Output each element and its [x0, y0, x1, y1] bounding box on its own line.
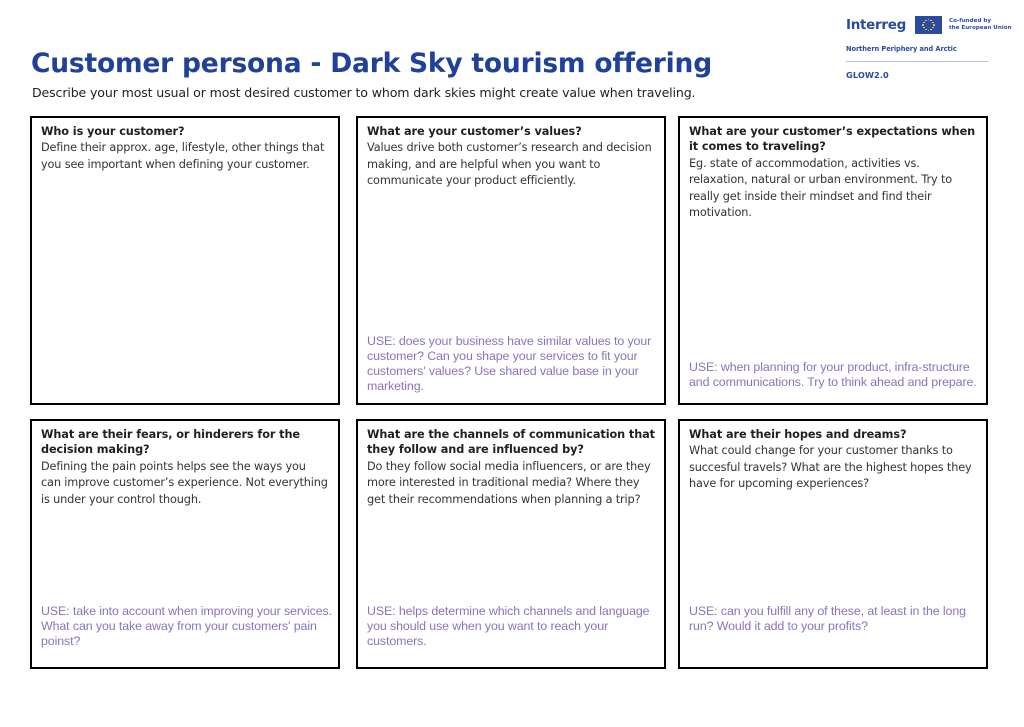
page-title: Customer persona - Dark Sky tourism offering: [31, 48, 712, 79]
card-use-hint: USE: take into account when improving your services. What can you take away from your customers' pain poinst?: [41, 603, 332, 648]
card-help-text: Define their approx. age, lifestyle, other things that you see important when defining your customer.: [41, 141, 325, 171]
card-help-text: Values drive both customer’s research and decision making, and are helpful when you want to communicate your product efficiently.: [367, 141, 652, 188]
card-use-hint: USE: when planning for your product, infra-structure and communications. Try to think ahead and prepare.: [689, 359, 977, 389]
card-inner: [358, 118, 664, 403]
card-help-text: Defining the pain points helps see the ways you can improve customer’s experience. Not everything is under your control though.: [41, 459, 328, 506]
card-help-text: What could change for your customer thanks to succesful travels? What are the highest hopes they have for upcoming experiences?: [689, 444, 972, 491]
card-question: What are your customer’s values?: [367, 125, 582, 138]
card-inner: [680, 421, 986, 667]
card-who-is-your-customer[interactable]: [30, 116, 340, 405]
card-channels-of-communication[interactable]: [356, 419, 666, 669]
card-use-hint: USE: can you fulfill any of these, at least in the long run? Would it add to your profits?: [689, 603, 966, 633]
card-inner: [32, 421, 338, 667]
card-customer-values[interactable]: [356, 116, 666, 405]
project-name: GLOW2.0: [846, 70, 889, 80]
card-question: What are their fears, or hinderers for the decision making?: [41, 428, 300, 457]
card-help-text: Do they follow social media influencers, or are they more interested in traditional media? Where they get their recommendations when planning a trip?: [367, 459, 651, 506]
card-inner: [358, 421, 664, 667]
card-customer-expectations[interactable]: [678, 116, 988, 405]
eu-funding-line-1: Co-funded by: [948, 17, 992, 24]
card-question: What are your customer’s expectations when it comes to traveling?: [689, 125, 976, 154]
card-inner: [32, 118, 338, 403]
eu-funding-line-2: the European Union: [948, 25, 1012, 31]
card-inner: [680, 118, 986, 403]
interreg-wordmark: Interreg: [846, 17, 906, 33]
card-question: Who is your customer?: [41, 125, 185, 138]
card-question: What are the channels of communication that they follow and are influenced by?: [367, 428, 655, 457]
page-subtitle: Describe your most usual or most desired customer to whom dark skies might create value when traveling.: [32, 85, 696, 100]
interreg-programme-name: Northern Periphery and Arctic: [846, 45, 957, 53]
card-fears-and-hinderers[interactable]: [30, 419, 340, 669]
card-use-hint: USE: does your business have similar values to your customer? Can you shape your services to fit your customers' values? Use shared value base in your marketing.: [367, 333, 652, 393]
card-hopes-and-dreams[interactable]: [678, 419, 988, 669]
card-question: What are their hopes and dreams?: [689, 428, 907, 441]
card-use-hint: USE: helps determine which channels and language you should use when you want to reach your customers.: [367, 603, 650, 648]
card-help-text: Eg. state of accommodation, activities vs. relaxation, natural or urban environment. Try to really get inside their mindset and find their motivation.: [689, 156, 953, 220]
